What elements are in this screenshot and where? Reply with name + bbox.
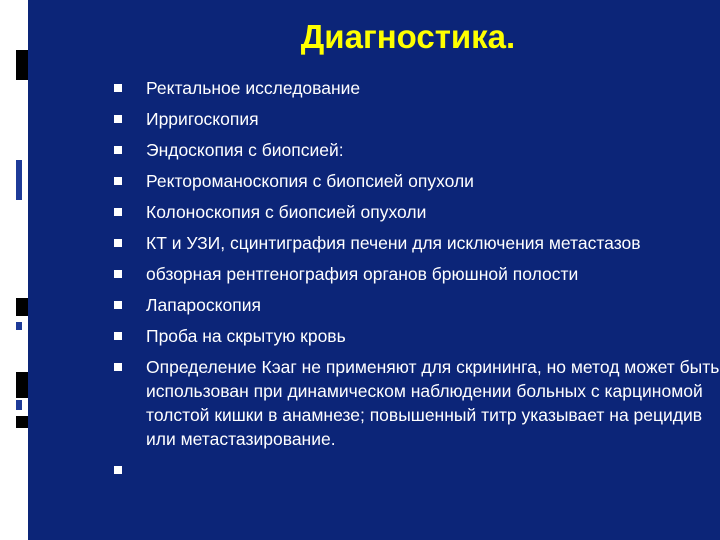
list-item [114, 231, 720, 255]
square-bullet-icon [114, 466, 122, 474]
list-item [114, 293, 720, 317]
list-item-text: Определение Кэаг не применяют для скрининга, но метод может быть использован при динамическом наблюдении больных с карциномой толстой кишки в анамнезе; повышенный титр указывает на рецидив или метастазирование. [146, 357, 720, 449]
list-item-text: обзорная рентгенография органов брюшной полости [146, 264, 579, 284]
square-bullet-icon [114, 115, 122, 123]
list-item [114, 169, 720, 193]
list-item-text: Ирригоскопия [146, 109, 259, 129]
list-item [114, 324, 720, 348]
decorative-bar [16, 416, 28, 428]
list-item-text: Эндоскопия с биопсией: [146, 140, 344, 160]
square-bullet-icon [114, 301, 122, 309]
decorative-bar [16, 160, 22, 200]
decorative-bar [16, 372, 28, 398]
decorative-bar [16, 50, 28, 80]
list-item [114, 138, 720, 162]
list-item [114, 355, 720, 451]
decorative-bar [16, 298, 28, 316]
list-item-text: Проба на скрытую кровь [146, 326, 346, 346]
square-bullet-icon [114, 84, 122, 92]
square-bullet-icon [114, 146, 122, 154]
slide-title: Диагностика. [300, 18, 516, 55]
square-bullet-icon [114, 177, 122, 185]
square-bullet-icon [114, 208, 122, 216]
list-item [114, 107, 720, 131]
list-item-text: Колоноскопия с биопсией опухоли [146, 202, 427, 222]
square-bullet-icon [114, 239, 122, 247]
slide [28, 0, 720, 540]
square-bullet-icon [114, 363, 122, 371]
bullet-list [114, 76, 720, 458]
list-item [114, 76, 720, 100]
square-bullet-icon [114, 270, 122, 278]
list-item-text: Ректороманоскопия с биопсией опухоли [146, 171, 474, 191]
list-item-text: КТ и УЗИ, сцинтиграфия печени для исключения метастазов [146, 233, 641, 253]
list-item-text: Лапароскопия [146, 295, 261, 315]
decorative-bar [16, 322, 22, 330]
list-item [114, 262, 720, 286]
square-bullet-icon [114, 332, 122, 340]
decorative-bar [16, 400, 22, 410]
list-item-text: Ректальное исследование [146, 78, 361, 98]
list-item [114, 200, 720, 224]
